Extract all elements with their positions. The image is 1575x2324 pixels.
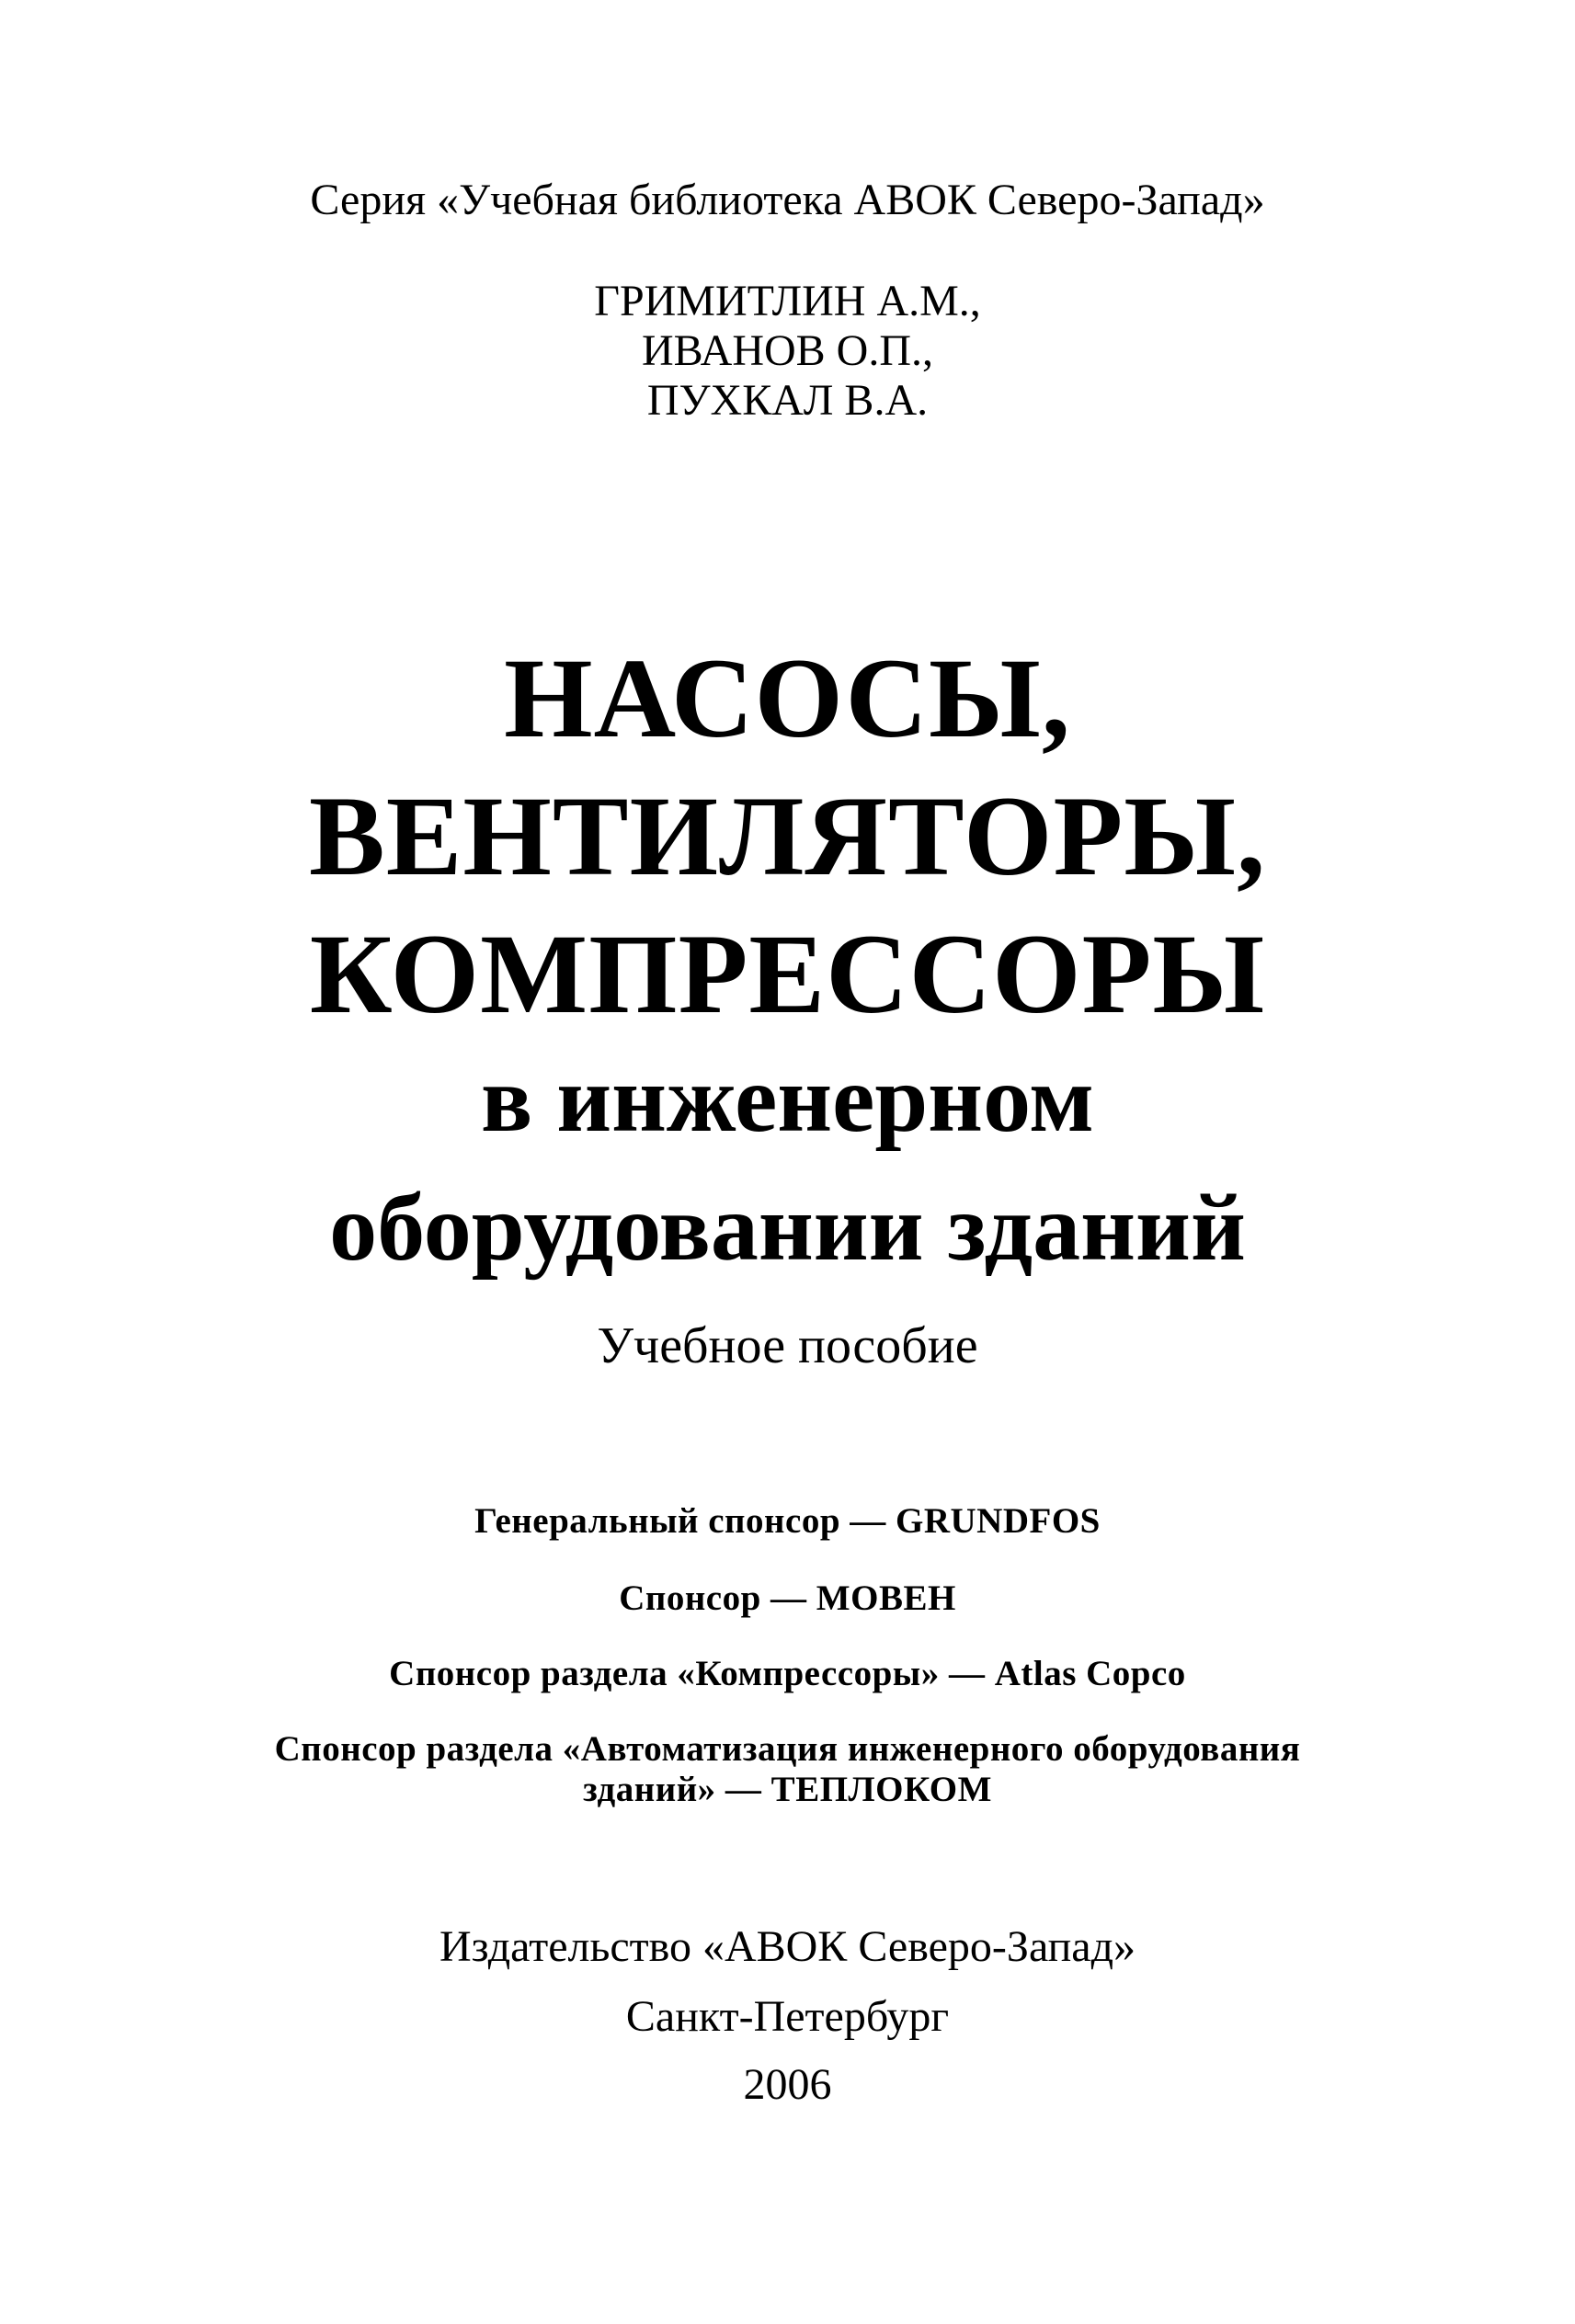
- compressors-section-sponsor: Спонсор раздела «Компрессоры» — Atlas Copco: [389, 1654, 1186, 1693]
- title-line: НАСОСЫ,: [504, 635, 1071, 761]
- series-line: Серия «Учебная библиотека АВОК Северо-Запад»: [310, 176, 1265, 224]
- automation-section-sponsor: Спонсор раздела «Автоматизация инженерного оборудования: [274, 1729, 1301, 1769]
- publisher: Издательство «АВОК Северо-Запад»: [439, 1922, 1136, 1971]
- general-sponsor: Генеральный спонсор — GRUNDFOS: [474, 1501, 1101, 1541]
- title-line: ВЕНТИЛЯТОРЫ,: [309, 773, 1266, 899]
- year: 2006: [743, 2060, 832, 2109]
- document-type: Учебное пособие: [597, 1317, 978, 1374]
- author-line: ИВАНОВ О.П.,: [642, 326, 933, 375]
- author-line: ГРИМИТЛИН А.М.,: [594, 277, 981, 325]
- subtitle-line: оборудовании зданий: [329, 1175, 1246, 1281]
- subtitle-line: в инженерном: [481, 1046, 1094, 1152]
- city: Санкт-Петербург: [625, 1992, 950, 2041]
- author-line: ПУХКАЛ В.А.: [646, 376, 929, 425]
- sponsor: Спонсор — МОВЕН: [619, 1578, 956, 1618]
- title-line: КОМПРЕССОРЫ: [309, 911, 1266, 1037]
- automation-section-sponsor-cont: зданий» — ТЕПЛОКОМ: [583, 1770, 992, 1809]
